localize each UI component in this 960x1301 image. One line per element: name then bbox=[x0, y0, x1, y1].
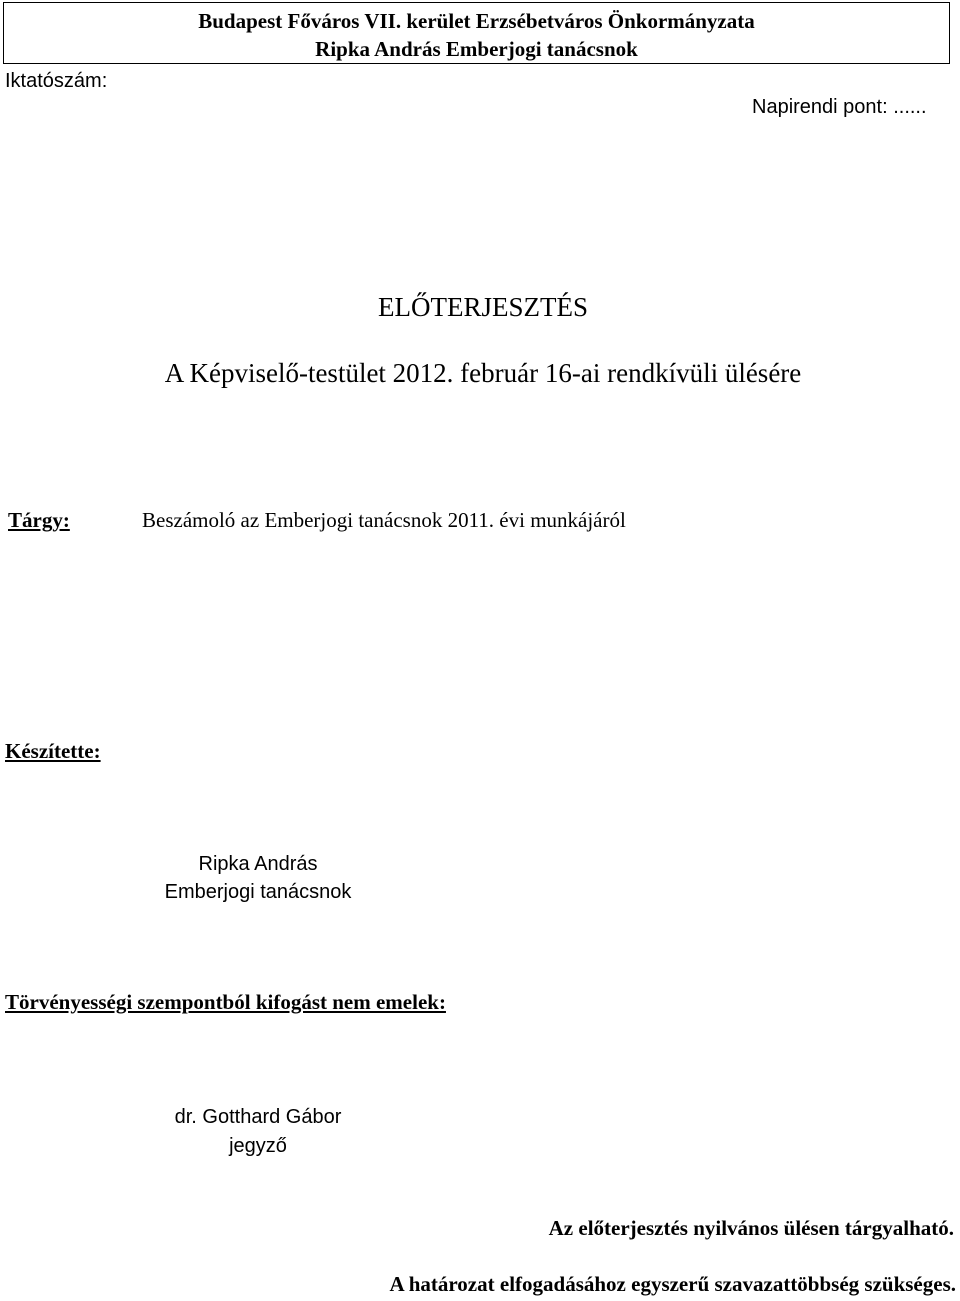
meeting-line: A Képviselő-testület 2012. február 16-ai rendkívüli ülésére bbox=[164, 358, 802, 388]
subject-label: Tárgy: bbox=[8, 508, 70, 532]
prepared-by-role: Emberjogi tanácsnok bbox=[164, 881, 352, 903]
majority-note: A határozat elfogadásához egyszerű szavazattöbbség szükséges. bbox=[389, 1272, 956, 1296]
header-councillor: Ripka András Emberjogi tanácsnok bbox=[315, 37, 638, 61]
legality-label: Törvényességi szempontból kifogást nem emelek: bbox=[5, 990, 446, 1014]
header-box bbox=[3, 2, 950, 64]
subject-text: Beszámoló az Emberjogi tanácsnok 2011. évi munkájáról bbox=[142, 508, 626, 532]
prepared-by-label: Készítette: bbox=[5, 739, 101, 763]
public-hearing-note: Az előterjesztés nyilvános ülésen tárgyalható. bbox=[548, 1216, 954, 1240]
notary-role: jegyző bbox=[229, 1135, 287, 1157]
header-municipality: Budapest Főváros VII. kerület Erzsébetváros Önkormányzata bbox=[198, 9, 755, 33]
agenda-point: Napirendi pont: ...... bbox=[752, 96, 927, 118]
registry-number-label: Iktatószám: bbox=[5, 70, 108, 92]
document-title: ELŐTERJESZTÉS bbox=[378, 292, 588, 322]
prepared-by-name: Ripka András bbox=[198, 853, 318, 875]
prepared-by-signature bbox=[118, 850, 398, 906]
notary-name: dr. Gotthard Gábor bbox=[174, 1106, 342, 1128]
legality-signature bbox=[128, 1103, 388, 1161]
